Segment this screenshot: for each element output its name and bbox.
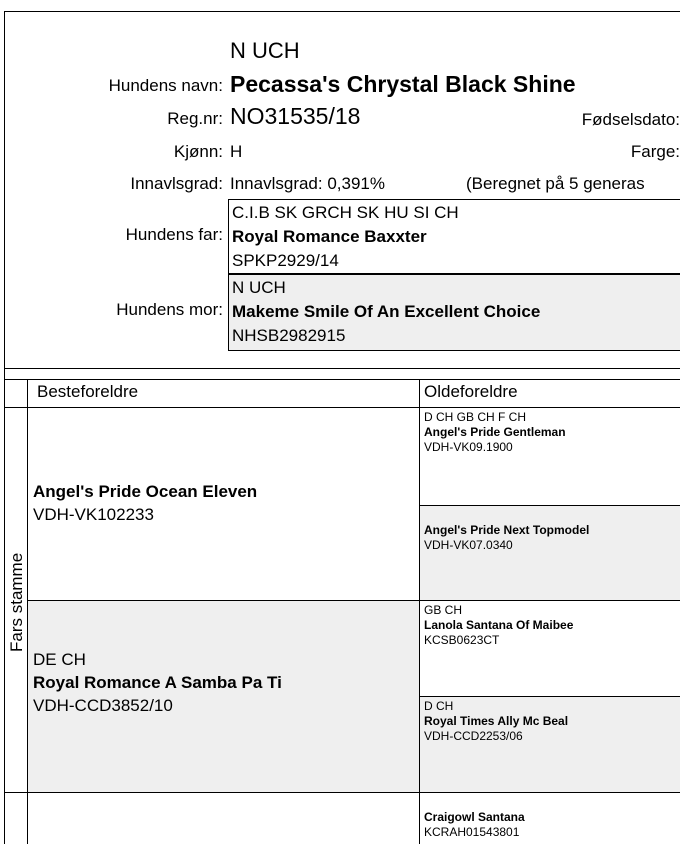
greatgrandparent-2-name: Angel's Pride Next Topmodel (424, 523, 590, 537)
sire-label: Hundens far: (125, 225, 223, 244)
greatgrandparent-4 (424, 699, 568, 744)
grandparent-2-name: Royal Romance A Samba Pa Ti (33, 673, 282, 692)
table-top-border (4, 379, 680, 380)
inbreeding-note: (Beregnet på 5 generas (466, 174, 645, 193)
greatgrandparent-1-title: D CH GB CH F CH (424, 410, 526, 424)
section-divider (4, 792, 680, 793)
sex-value: H (230, 142, 243, 161)
greatgrandparent-2-reg: VDH-VK07.0340 (424, 538, 513, 552)
greatgrandparent-5 (424, 810, 525, 840)
greatgrandparent-4-name: Royal Times Ally Mc Beal (424, 714, 569, 728)
greatgrandparent-5-reg: KCRAH01543801 (424, 825, 520, 839)
inbreeding-label: Innavlsgrad: (130, 174, 223, 193)
dam-label: Hundens mor: (116, 300, 223, 319)
greatgrandparent-3 (424, 603, 573, 648)
greatgrandparent-3-reg: KCSB0623CT (424, 633, 500, 647)
grandparent-1 (33, 480, 257, 526)
grandparent-2 (33, 648, 282, 717)
greatgrandparent-3-title: GB CH (424, 603, 463, 617)
header-bottom-border (4, 368, 680, 369)
greatgrandparent-1-reg: VDH-VK09.1900 (424, 440, 513, 454)
greatgrandparent-shade-1 (420, 506, 680, 600)
header-top-border (4, 11, 680, 12)
birthdate-label: Fødselsdato: (581, 110, 680, 129)
sex-label: Kjønn: (173, 142, 223, 161)
grandparent-1-name: Angel's Pride Ocean Eleven (33, 482, 258, 501)
grandparent-2-reg: VDH-CCD3852/10 (33, 696, 173, 715)
regnr-value: NO31535/18 (230, 103, 361, 129)
table-header-border (4, 407, 680, 408)
regnr-label: Reg.nr: (167, 109, 223, 128)
greatgrandparent-5-name: Craigowl Santana (424, 810, 525, 824)
dog-title: N UCH (230, 38, 300, 63)
ggp-divider-1 (420, 505, 680, 506)
dam-name: Makeme Smile Of An Excellent Choice (232, 302, 541, 321)
dog-name: Pecassa's Chrystal Black Shine (230, 71, 576, 97)
dam-title: N UCH (232, 278, 286, 297)
dog-name-label: Hundens navn: (108, 76, 223, 95)
gp-divider (28, 600, 680, 601)
grandparent-2-title: DE CH (33, 650, 86, 669)
greatgrandparent-2 (424, 523, 589, 553)
sire-name: Royal Romance Baxxter (232, 227, 427, 246)
side-label: Fars stamme (7, 552, 26, 652)
greatgrandparent-1 (424, 410, 566, 455)
greatgrandparent-1-name: Angel's Pride Gentleman (424, 425, 566, 439)
inbreeding-value: Innavlsgrad: 0,391% (230, 174, 385, 193)
color-label: Farge: (630, 142, 680, 161)
sire-box (228, 199, 680, 274)
ggp-divider-2 (420, 696, 680, 697)
greatgrandparent-3-name: Lanola Santana Of Maibee (424, 618, 574, 632)
page-left-border (4, 11, 5, 844)
dam-reg: NHSB2982915 (232, 326, 346, 345)
greatgrandparent-4-title: D CH (424, 699, 454, 713)
dam-box (228, 274, 680, 351)
sire-title: C.I.B SK GRCH SK HU SI CH (232, 203, 459, 222)
col-greatgrandparents: Oldeforeldre (424, 382, 518, 401)
side-column-border (27, 379, 28, 844)
greatgrandparent-4-reg: VDH-CCD2253/06 (424, 729, 523, 743)
gp-column-border (419, 379, 420, 844)
sire-reg: SPKP2929/14 (232, 251, 339, 270)
grandparent-1-reg: VDH-VK102233 (33, 505, 154, 524)
col-grandparents: Besteforeldre (37, 382, 139, 401)
